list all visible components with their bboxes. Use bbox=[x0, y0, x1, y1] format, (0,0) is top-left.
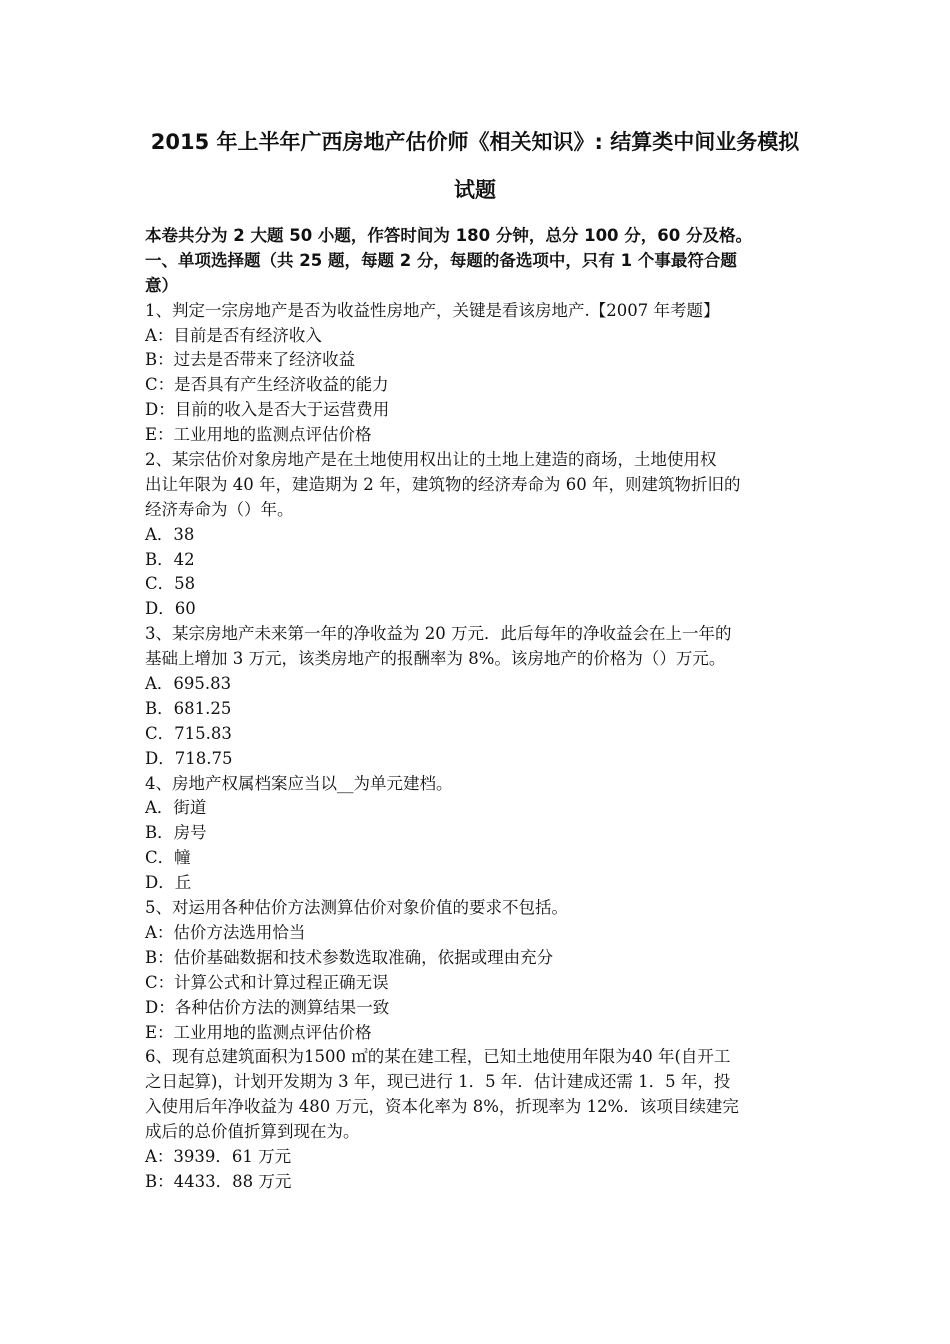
answer-option: D：目前的收入是否大于运营费用 bbox=[145, 400, 390, 420]
answer-option: B：过去是否带来了经济收益 bbox=[145, 350, 356, 370]
answer-option: A：估价方法选用恰当 bbox=[145, 922, 306, 942]
question-stem: 出让年限为 40 年，建造期为 2 年，建筑物的经济寿命为 60 年，则建筑物折旧的 bbox=[145, 474, 741, 494]
answer-option: B．42 bbox=[145, 549, 195, 569]
question-stem: 3、某宗房地产未来第一年的净收益为 20 万元．此后每年的净收益会在上一年的 bbox=[145, 624, 732, 644]
exam-intro: 本卷共分为 2 大题 50 小题，作答时间为 180 分钟，总分 100 分，60 分及格。 bbox=[145, 226, 752, 245]
question-stem: 成后的总价值折算到现在为。 bbox=[145, 1122, 360, 1142]
answer-option: B．681.25 bbox=[145, 698, 232, 718]
question-6 bbox=[145, 1045, 813, 1194]
answer-option: C：是否具有产生经济收益的能力 bbox=[145, 375, 389, 395]
question-stem: 经济寿命为（）年。 bbox=[145, 499, 294, 519]
question-3 bbox=[145, 622, 813, 771]
question-stem: 基础上增加 3 万元，该类房地产的报酬率为 8%。该房地产的价格为（）万元。 bbox=[145, 649, 726, 669]
document-title-line-1: 2015 年上半年广西房地产估价师《相关知识》: 结算类中间业务模拟 bbox=[150, 130, 800, 154]
question-1 bbox=[145, 299, 813, 448]
answer-option: A．695.83 bbox=[145, 674, 232, 694]
answer-option: D．60 bbox=[145, 599, 196, 619]
answer-option: A：目前是否有经济收入 bbox=[145, 325, 322, 345]
answer-option: E：工业用地的监测点评估价格 bbox=[145, 425, 372, 445]
question-4 bbox=[145, 772, 813, 896]
question-stem: 2、某宗估价对象房地产是在土地使用权出让的土地上建造的商场，土地使用权 bbox=[145, 450, 717, 470]
question-stem: 之日起算)，计划开发期为 3 年，现已进行 1．5 年．估计建成还需 1．5 年，投 bbox=[145, 1072, 731, 1092]
answer-option: C．幢 bbox=[145, 848, 191, 868]
question-2 bbox=[145, 448, 813, 622]
answer-option: B．房号 bbox=[145, 823, 207, 843]
document-title-line-2: 试题 bbox=[454, 178, 496, 202]
answer-option: C：计算公式和计算过程正确无误 bbox=[145, 972, 389, 992]
section-heading-line-2: 意） bbox=[145, 275, 178, 295]
answer-option: A．38 bbox=[145, 524, 195, 544]
answer-option: B：4433．88 万元 bbox=[145, 1171, 292, 1191]
question-stem: 1、判定一宗房地产是否为收益性房地产，关键是看该房地产.【2007 年考题】 bbox=[145, 300, 720, 320]
question-5 bbox=[145, 896, 813, 1045]
answer-option: A．街道 bbox=[145, 798, 207, 818]
question-stem: 6、现有总建筑面积为1500 ㎡的某在建工程，已知土地使用年限为40 年(自开工 bbox=[145, 1047, 731, 1067]
question-stem: 5、对运用各种估价方法测算估价对象价值的要求不包括。 bbox=[145, 898, 568, 918]
answer-option: C．58 bbox=[145, 574, 196, 594]
answer-option: B：估价基础数据和技术参数选取准确，依据或理由充分 bbox=[145, 947, 554, 967]
question-stem: 入使用后年净收益为 480 万元，资本化率为 8%，折现率为 12%．该项目续建完 bbox=[145, 1097, 739, 1117]
answer-option: D．718.75 bbox=[145, 748, 233, 768]
question-stem: 4、房地产权属档案应当以__为单元建档。 bbox=[145, 773, 453, 793]
answer-option: E：工业用地的监测点评估价格 bbox=[145, 1022, 372, 1042]
answer-option: A：3939．61 万元 bbox=[145, 1146, 292, 1166]
section-heading-line-1: 一、单项选择题（共 25 题，每题 2 分，每题的备选项中，只有 1 个事最符合题 bbox=[145, 250, 737, 270]
document-body bbox=[145, 224, 813, 1195]
answer-option: D．丘 bbox=[145, 873, 192, 893]
answer-option: C．715.83 bbox=[145, 723, 232, 743]
answer-option: D：各种估价方法的测算结果一致 bbox=[145, 997, 390, 1017]
